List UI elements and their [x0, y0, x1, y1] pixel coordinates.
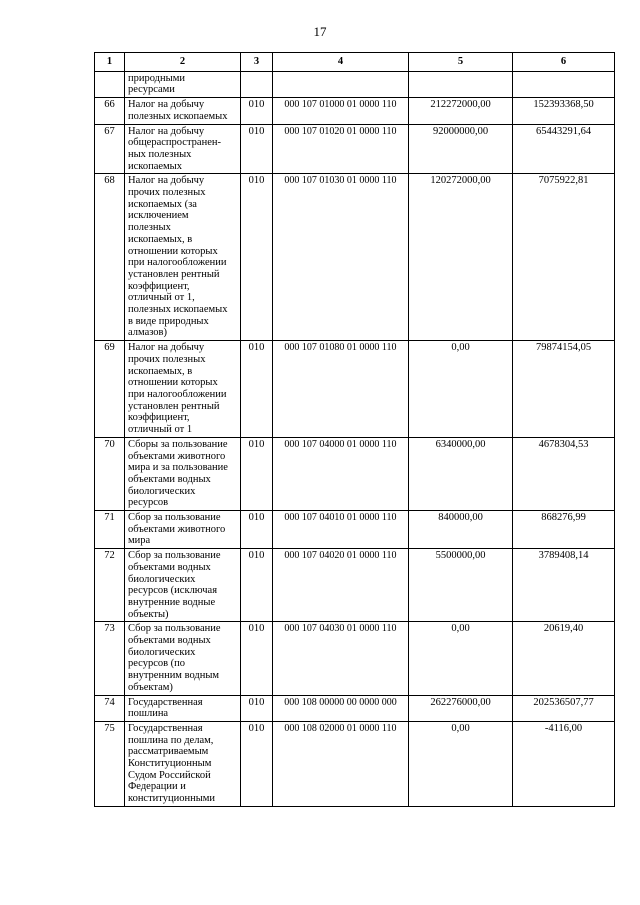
row-number: 70 — [95, 437, 125, 510]
row-number: 68 — [95, 174, 125, 341]
budget-classification-code: 000 108 00000 00 0000 000 — [273, 695, 409, 721]
planned-amount: 0,00 — [409, 721, 513, 806]
planned-amount: 92000000,00 — [409, 124, 513, 174]
table-row — [95, 437, 615, 510]
row-number: 75 — [95, 721, 125, 806]
actual-amount: 79874154,05 — [513, 341, 615, 438]
table-row — [95, 124, 615, 174]
budget-classification-code: 000 107 04000 01 0000 110 — [273, 437, 409, 510]
row-number: 66 — [95, 98, 125, 124]
budget-classification-code: 000 107 01030 01 0000 110 — [273, 174, 409, 341]
actual-amount: 7075922,81 — [513, 174, 615, 341]
revenue-name: Налог на добычу общераспространен- ных полезных ископаемых — [125, 124, 241, 174]
admin-code: 010 — [241, 549, 273, 622]
row-number — [95, 71, 125, 97]
budget-classification-code: 000 107 04010 01 0000 110 — [273, 511, 409, 549]
revenue-name: природными ресурсами — [125, 71, 241, 97]
budget-classification-code: 000 108 02000 01 0000 110 — [273, 721, 409, 806]
admin-code: 010 — [241, 124, 273, 174]
budget-classification-code: 000 107 01080 01 0000 110 — [273, 341, 409, 438]
table-row — [95, 622, 615, 695]
admin-code: 010 — [241, 511, 273, 549]
actual-amount: 3789408,14 — [513, 549, 615, 622]
actual-amount: 202536507,77 — [513, 695, 615, 721]
planned-amount: 0,00 — [409, 622, 513, 695]
actual-amount: 868276,99 — [513, 511, 615, 549]
planned-amount: 5500000,00 — [409, 549, 513, 622]
budget-classification-code — [273, 71, 409, 97]
revenue-name: Налог на добычу полезных ископаемых — [125, 98, 241, 124]
planned-amount: 212272000,00 — [409, 98, 513, 124]
table-row — [95, 174, 615, 341]
budget-classification-code: 000 107 01020 01 0000 110 — [273, 124, 409, 174]
revenue-name: Налог на добычу прочих полезных ископаемых, в отношении которых при налогообложении установлен рентный коэффициент, отличный от 1 — [125, 341, 241, 438]
actual-amount — [513, 71, 615, 97]
actual-amount: -4116,00 — [513, 721, 615, 806]
admin-code: 010 — [241, 437, 273, 510]
column-header: 1 — [95, 53, 125, 72]
column-header: 5 — [409, 53, 513, 72]
row-number: 67 — [95, 124, 125, 174]
revenue-name: Государственная пошлина — [125, 695, 241, 721]
budget-classification-code: 000 107 04030 01 0000 110 — [273, 622, 409, 695]
page-number: 17 — [313, 24, 327, 39]
column-header: 2 — [125, 53, 241, 72]
planned-amount: 262276000,00 — [409, 695, 513, 721]
table-row — [95, 71, 615, 97]
actual-amount: 20619,40 — [513, 622, 615, 695]
revenue-name: Государственная пошлина по делам, рассматриваемым Конституционным Судом Российской Федерации и конституционными — [125, 721, 241, 806]
table-row — [95, 695, 615, 721]
admin-code: 010 — [241, 174, 273, 341]
column-header: 4 — [273, 53, 409, 72]
planned-amount: 840000,00 — [409, 511, 513, 549]
admin-code: 010 — [241, 695, 273, 721]
planned-amount — [409, 71, 513, 97]
budget-classification-code: 000 107 01000 01 0000 110 — [273, 98, 409, 124]
planned-amount: 0,00 — [409, 341, 513, 438]
admin-code: 010 — [241, 622, 273, 695]
table-row — [95, 721, 615, 806]
row-number: 72 — [95, 549, 125, 622]
table-row — [95, 511, 615, 549]
admin-code: 010 — [241, 341, 273, 438]
revenue-name: Сбор за пользование объектами животного мира — [125, 511, 241, 549]
planned-amount: 6340000,00 — [409, 437, 513, 510]
actual-amount: 65443291,64 — [513, 124, 615, 174]
table-body — [95, 71, 615, 806]
admin-code — [241, 71, 273, 97]
revenue-name: Налог на добычу прочих полезных ископаемых (за исключением полезных ископаемых, в отношении которых при налогообложении установлен рентный коэффициент, отличный от 1, полезных ископаемых в виде природных алмазов) — [125, 174, 241, 341]
table-row — [95, 98, 615, 124]
table-row — [95, 549, 615, 622]
budget-revenue-table — [94, 52, 615, 807]
planned-amount: 120272000,00 — [409, 174, 513, 341]
actual-amount: 152393368,50 — [513, 98, 615, 124]
admin-code: 010 — [241, 98, 273, 124]
actual-amount: 4678304,53 — [513, 437, 615, 510]
budget-classification-code: 000 107 04020 01 0000 110 — [273, 549, 409, 622]
row-number: 73 — [95, 622, 125, 695]
admin-code: 010 — [241, 721, 273, 806]
row-number: 71 — [95, 511, 125, 549]
row-number: 69 — [95, 341, 125, 438]
column-header: 3 — [241, 53, 273, 72]
revenue-name: Сбор за пользование объектами водных биологических ресурсов (исключая внутренние водные объекты) — [125, 549, 241, 622]
row-number: 74 — [95, 695, 125, 721]
column-header: 6 — [513, 53, 615, 72]
revenue-name: Сборы за пользование объектами животного мира и за пользование объектами водных биологических ресурсов — [125, 437, 241, 510]
revenue-name: Сбор за пользование объектами водных биологических ресурсов (по внутренним водным объектам) — [125, 622, 241, 695]
table-row — [95, 341, 615, 438]
table-header-row — [95, 53, 615, 72]
